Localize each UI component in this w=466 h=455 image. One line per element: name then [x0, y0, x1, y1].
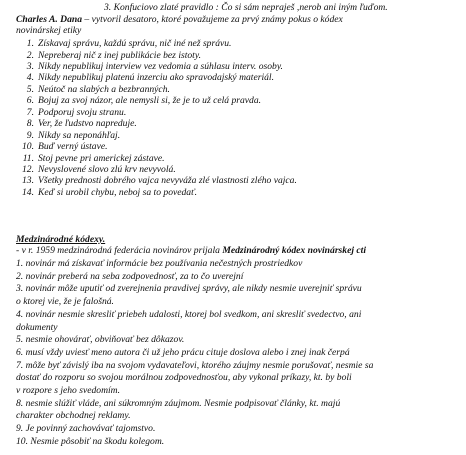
dana-rule-item [8, 95, 261, 106]
dana-rule-text: Stoj pevne pri americkej zástave. [38, 152, 165, 164]
dana-rule-number: 9. [26, 129, 34, 141]
dana-rule-text: Nikdy nepublikuj platenú inzerciu ako spravodajský materiál. [38, 72, 274, 84]
dana-rule-text: Bojuj za svoj názor, ale nemysli si, že je to už celá pravda. [38, 95, 262, 107]
dana-rule-number: 7. [26, 106, 34, 118]
dana-rule-text: Získavaj správu, každú správu, nič iné než správu. [38, 38, 232, 49]
dana-rule-text: Nikdy sa neponáhľaj. [38, 129, 121, 141]
intl-code-line: 10. Nesmie pôsobiť na škodu kolegom. [16, 435, 165, 447]
dana-rule-item [8, 61, 283, 72]
intl-heading: Medzinárodné kódexy. [16, 234, 106, 245]
dana-rule-number: 3. [26, 60, 34, 72]
dana-rule-number: 5. [26, 83, 34, 95]
dana-rule-number: 6. [26, 95, 34, 107]
dana-rule-number: 2. [26, 49, 34, 61]
intl-code-line: 5. nesmie ohovárať, obviňovať bez dôkazov. [16, 334, 185, 346]
dana-rule-text: Nepreberaj nič z inej publikácie bez istoty. [38, 49, 201, 61]
dana-rule-number: 4. [26, 72, 34, 84]
dana-rule-item [8, 38, 231, 49]
intl-code-line: v rozpore s jeho svedomím. [16, 385, 121, 396]
dana-rule-item [8, 141, 108, 152]
intl-intro-line [16, 245, 366, 256]
dana-rule-item [8, 107, 126, 118]
dana-rule-number: 13. [22, 175, 34, 187]
dana-rule-text: Keď si urobil chybu, neboj sa to povedať. [38, 186, 197, 198]
intl-code-line: 7. môže byť závislý iba na svojom vydavateľovi, ktorého záujmy nesmie porušovať, nesmie sa [16, 359, 374, 371]
intl-code-line: 6. musí vždy uviesť meno autora či už jeho prácu cituje doslova alebo i znej inak čerpá [16, 346, 350, 358]
dana-rule-number: 14. [22, 186, 34, 198]
dana-rule-item [8, 118, 137, 129]
intl-code-line: 2. novinár preberá na seba zodpovednosť, za to čo uverejní [16, 270, 244, 282]
dana-rule-text: Podporuj svoju stranu. [38, 106, 127, 118]
intl-code-line: 8. nesmie slúžiť vláde, ani súkromným záujmom. Nesmie podpisovať články, kt. majú [16, 397, 341, 409]
dana-intro-line [16, 14, 343, 25]
dana-rule-item [8, 130, 120, 141]
dana-rule-item [8, 50, 201, 61]
dana-rule-text: Všetky prednosti dobrého vajca nevyváža zlé vlastnosti zlého vajca. [38, 175, 297, 187]
dana-rule-item [8, 72, 274, 83]
dana-rule-item [8, 164, 176, 175]
intl-code-line: 3. novinár môže uputiť od zverejnenia pravdivej správy, ale nikdy nesmie uverejniť správu [16, 283, 362, 295]
dana-rule-text: Ver, že ľudstvo napreduje. [38, 118, 137, 130]
dana-rule-number: 1. [26, 38, 34, 49]
confucius-rule-line: 3. Konfuciovo zlaté pravidlo : Čo si sám nepraješ ,nerob ani iným ľuďom. [104, 2, 388, 13]
dana-intro-text: – vytvoril desatoro, ktoré považujeme za prvý známy pokus o kódex [82, 14, 343, 25]
dana-rule-number: 11. [22, 152, 34, 164]
intl-code-line: 4. novinár nesmie skresliť priebeh udalosti, ktorej bol svedkom, ani skresliť svedectvo, ani [16, 308, 362, 320]
intl-code-line: 9. Je povinný zachovávať tajomstvo. [16, 423, 156, 435]
intl-code-line: dokumenty [16, 321, 58, 333]
intl-code-line: o ktorej vie, že je falošná. [16, 296, 114, 308]
intl-code-line: dostať do rozporu so svojou morálnou zodpovednosťou, aby vykonal príkazy, kt. by boli [16, 372, 352, 384]
dana-rule-item [8, 153, 165, 164]
dana-rule-item [8, 187, 197, 198]
dana-name: Charles A. Dana [16, 14, 83, 25]
intl-code-title: Medzinárodný kódex novinárskej cti [222, 245, 366, 256]
dana-rule-number: 8. [26, 118, 34, 130]
dana-rule-text: Nevyslovené slovo zlú krv nevyvolá. [38, 163, 176, 175]
intl-code-line: charakter obchodnej reklamy. [16, 410, 131, 422]
dana-rule-item [8, 84, 170, 95]
intl-code-line: 1. novinár má získavať informácie bez používania nečestných prostriedkov [16, 258, 303, 269]
dana-rule-number: 12. [22, 163, 34, 175]
intl-intro-text: - v r. 1959 medzinárodná federácia novinárov prijala [16, 245, 223, 256]
dana-rule-text: Neútoč na slabých a bezbranných. [38, 83, 170, 95]
dana-intro-continuation: novinárskej etiky [16, 25, 82, 36]
dana-rule-text: Buď verný ústave. [38, 141, 108, 153]
dana-rule-text: Nikdy nepublikuj interview vez vedomia a súhlasu interv. osoby. [38, 60, 283, 72]
dana-rule-number: 10. [22, 141, 34, 153]
dana-rule-item [8, 175, 297, 186]
